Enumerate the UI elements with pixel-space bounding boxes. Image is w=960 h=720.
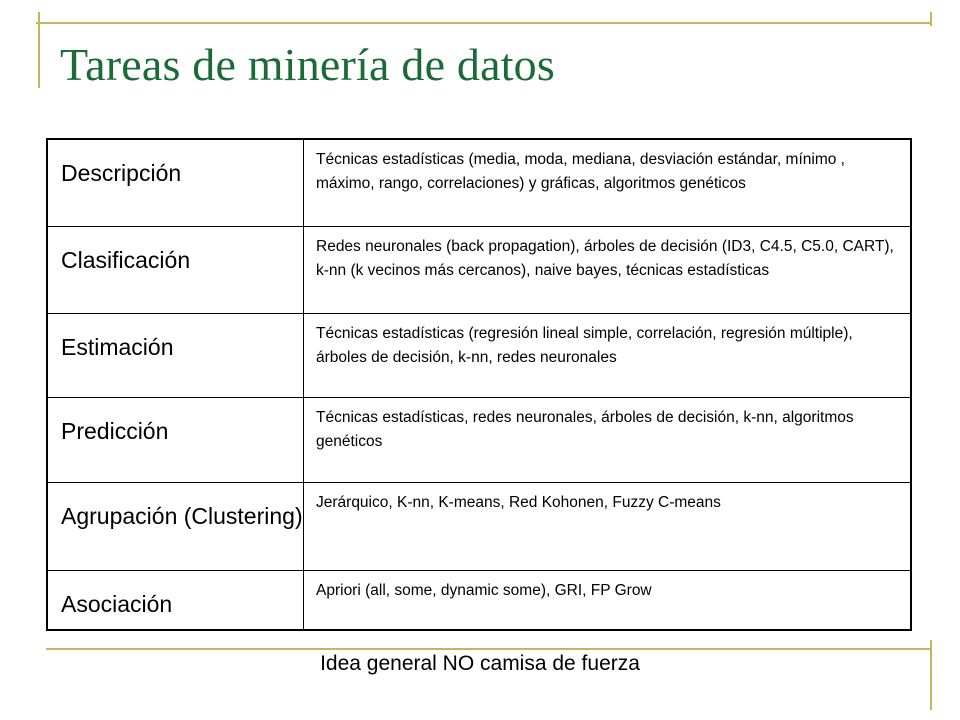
table-row (48, 140, 910, 227)
techniques-cell: Técnicas estadísticas (regresión lineal simple, correlación, regresión múltiple), árboles de decisión, k-nn, redes neuronales (316, 325, 853, 366)
top-right-decorative-tick (930, 12, 932, 26)
techniques-cell: Técnicas estadísticas, redes neuronales, árboles de decisión, k-nn, algoritmos genéticos (316, 409, 854, 450)
table-row (48, 314, 910, 398)
task-name-cell: Clasificación (48, 227, 304, 313)
table-row (48, 398, 910, 483)
task-name-cell: Descripción (48, 140, 304, 226)
footer-note: Idea general NO camisa de fuerza (320, 652, 640, 675)
task-name-cell: Estimación (48, 314, 304, 397)
techniques-cell: Técnicas estadísticas (media, moda, mediana, desviación estándar, mínimo , máximo, rango, correlaciones) y gráficas, algoritmos genéticos (316, 151, 845, 192)
data-mining-tasks-table (46, 138, 912, 631)
task-name-cell: Agrupación (Clustering) (48, 483, 304, 570)
table-row (48, 483, 910, 571)
techniques-cell: Redes neuronales (back propagation), árboles de decisión (ID3, C4.5, C5.0, CART), k-nn (k vecinos más cercanos), naive bayes, técnicas estadísticas (316, 238, 894, 279)
bottom-decorative-line (46, 648, 932, 650)
slide-title: Tareas de minería de datos (60, 39, 555, 90)
top-decorative-line (36, 22, 932, 24)
table-row (48, 571, 910, 629)
techniques-cell: Jerárquico, K-nn, K-means, Red Kohonen, Fuzzy C-means (316, 494, 721, 511)
techniques-cell: Apriori (all, some, dynamic some), GRI, FP Grow (316, 582, 652, 599)
left-decorative-line (38, 12, 40, 88)
table-row (48, 227, 910, 314)
task-name-cell: Asociación (48, 571, 304, 629)
task-name-cell: Predicción (48, 398, 304, 482)
